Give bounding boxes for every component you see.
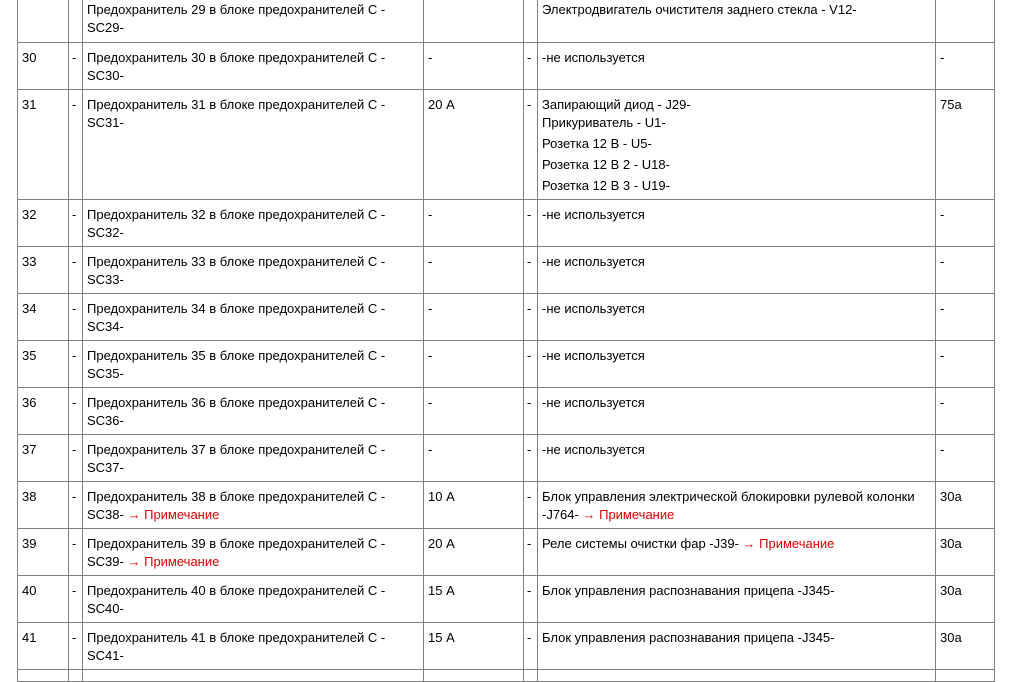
fuse-description-line: Предохранитель 38 в блоке предохранителей С - [87,489,386,504]
function-line: -не используется [542,348,645,363]
function-cell [538,482,936,529]
fuse-number-cell [18,529,69,576]
separator-cell [69,200,83,247]
separator-cell [524,341,538,388]
fuse-number-cell [18,482,69,529]
separator-dash: - [527,489,532,504]
fuse-description-line: Предохранитель 36 в блоке предохранителей С - [87,395,386,410]
separator-cell [524,482,538,529]
terminal-cell [936,435,995,482]
fuse-description-line: Предохранитель 33 в блоке предохранителей С - [87,254,386,269]
separator-dash: - [527,207,532,222]
terminal-cell [936,43,995,90]
amperage-cell [424,341,524,388]
fuse-number: 34 [22,301,37,316]
amperage: 10 А [428,489,455,504]
fuse-number: 32 [22,207,37,222]
separator-dash: - [527,442,532,457]
separator-dash: - [527,536,532,551]
fuse-number: 40 [22,583,37,598]
fuse-number: 39 [22,536,37,551]
separator-dash: - [527,254,532,269]
separator-cell [69,576,83,623]
amperage-cell [424,90,524,200]
terminal: - [940,50,945,65]
function-line: -не используется [542,301,645,316]
function-text: Реле системы очистки фар -J39- [542,536,739,551]
fuse-description-line: SC30- [87,68,124,83]
fuse-description-line: SC29- [87,20,124,35]
fuse-description-cell [83,200,424,247]
terminal-cell [936,482,995,529]
fuse-description-line: Предохранитель 35 в блоке предохранителей С - [87,348,386,363]
separator-dash: - [72,50,77,65]
separator-cell [69,341,83,388]
terminal-cell [936,529,995,576]
terminal-cell [936,576,995,623]
function-line: Запирающий диод - J29- [542,97,691,112]
fuse-number-cell [18,0,69,43]
fuse-code: SC38- [87,507,124,522]
fuse-description-line: SC34- [87,319,124,334]
fuse-description-line: SC32- [87,225,124,240]
function-cell [538,90,936,200]
function-line: Розетка 12 В 3 - U19- [542,178,670,193]
amperage-cell [424,294,524,341]
separator-dash: - [72,207,77,222]
separator-dash: - [72,583,77,598]
fuse-description-line: SC37- [87,460,124,475]
table-row [18,341,995,388]
amperage: 15 А [428,630,455,645]
amperage: 15 А [428,583,455,598]
table-row [18,0,995,43]
amperage-cell [424,482,524,529]
separator-dash: - [527,50,532,65]
fuse-code: SC39- [87,554,124,569]
function-line: -не используется [542,395,645,410]
function-line: Электродвигатель очистителя заднего стекла - V12- [542,2,857,17]
table-row [18,623,995,670]
fuse-number: 36 [22,395,37,410]
terminal: - [940,254,945,269]
fuse-description-line: SC40- [87,601,124,616]
separator-cell [524,247,538,294]
note-link[interactable]: → Примечание [127,507,220,522]
fuse-number-cell [18,623,69,670]
separator-cell [524,388,538,435]
fuse-description-line: SC31- [87,115,124,130]
separator-cell [69,670,83,682]
fuse-description-cell [83,482,424,529]
fuse-description-line: SC35- [87,366,124,381]
table-row [18,388,995,435]
fuse-description-line: SC36- [87,413,124,428]
terminal: 30a [940,630,962,645]
terminal: - [940,442,945,457]
fuse-description-line: Предохранитель 31 в блоке предохранителей С - [87,97,386,112]
function-cell [538,294,936,341]
amperage: - [428,301,433,316]
separator-cell [524,200,538,247]
fuse-number: 38 [22,489,37,504]
separator-cell [69,623,83,670]
fuse-number: 37 [22,442,37,457]
separator-dash: - [527,301,532,316]
terminal: - [940,301,945,316]
terminal-cell [936,0,995,43]
separator-cell [524,0,538,43]
fuse-description-line: Предохранитель 29 в блоке предохранителей С - [87,2,386,17]
separator-dash: - [72,395,77,410]
fuse-description-line: SC33- [87,272,124,287]
table-row [18,90,995,200]
fuse-number-cell [18,341,69,388]
amperage: - [428,207,433,222]
function-line: -не используется [542,254,645,269]
fuse-number: 41 [22,630,37,645]
fuse-description-cell [83,43,424,90]
fuse-description-cell [83,0,424,43]
separator-cell [69,529,83,576]
table-row [18,200,995,247]
fuse-number: 30 [22,50,37,65]
amperage-cell [424,576,524,623]
function-cell [538,200,936,247]
fuse-description-cell [83,435,424,482]
separator-cell [69,482,83,529]
function-cell [538,247,936,294]
separator-cell [524,623,538,670]
separator-cell [69,0,83,43]
separator-dash: - [72,254,77,269]
fuse-description-line: Предохранитель 41 в блоке предохранителей С - [87,630,386,645]
fuse-description-cell [83,341,424,388]
table-row [18,576,995,623]
note-link[interactable]: → Примечание [742,536,835,551]
terminal-cell [936,247,995,294]
separator-dash: - [527,395,532,410]
terminal-cell [936,670,995,682]
separator-cell [524,576,538,623]
separator-cell [69,388,83,435]
function-line [542,535,931,553]
table-row [18,435,995,482]
fuse-number-cell [18,200,69,247]
function-line: Розетка 12 В 2 - U18- [542,157,670,172]
fuse-number-cell [18,90,69,200]
fuse-description-line: Предохранитель 34 в блоке предохранителей С - [87,301,386,316]
separator-cell [69,435,83,482]
fuse-number: 33 [22,254,37,269]
fuse-number-cell [18,670,69,682]
function-cell [538,0,936,43]
terminal: - [940,395,945,410]
fuse-description-line: SC41- [87,648,124,663]
fuse-description-cell [83,388,424,435]
amperage-cell [424,200,524,247]
separator-dash: - [72,442,77,457]
function-line: Блок управления распознавания прицепа -J345- [542,583,835,598]
terminal-cell [936,294,995,341]
fuse-number-cell [18,43,69,90]
terminal-cell [936,200,995,247]
fuse-description-line: Предохранитель 32 в блоке предохранителей С - [87,207,386,222]
fuse-number-cell [18,388,69,435]
function-line: Блок управления электрической блокировки рулевой колонки [542,489,915,504]
table-row [18,529,995,576]
fuse-description-cell [83,247,424,294]
function-cell [538,670,936,682]
separator-dash: - [72,97,77,112]
separator-cell [524,670,538,682]
terminal: 30a [940,583,962,598]
fuse-description-cell [83,90,424,200]
amperage-cell [424,0,524,43]
function-cell [538,576,936,623]
separator-dash: - [527,97,532,112]
function-line [542,506,931,524]
separator-dash: - [72,301,77,316]
fuse-description-cell [83,670,424,682]
separator-dash: - [72,630,77,645]
table-row [18,670,995,682]
separator-cell [524,294,538,341]
amperage-cell [424,670,524,682]
function-line: Прикуриватель - U1- [542,115,666,130]
function-cell [538,435,936,482]
terminal: 30a [940,489,962,504]
fuse-number-cell [18,294,69,341]
function-line: -не используется [542,207,645,222]
fuse-description-line: Предохранитель 39 в блоке предохранителей С - [87,536,386,551]
terminal: 75a [940,97,962,112]
table-row [18,247,995,294]
terminal-cell [936,623,995,670]
amperage-cell [424,435,524,482]
separator-cell [524,435,538,482]
separator-cell [524,529,538,576]
fuse-description-line [87,553,419,571]
terminal: - [940,207,945,222]
fuse-description-line: Предохранитель 37 в блоке предохранителей С - [87,442,386,457]
amperage-cell [424,623,524,670]
separator-cell [69,43,83,90]
fuse-description-line: Предохранитель 30 в блоке предохранителей С - [87,50,386,65]
fuse-description-line: Предохранитель 40 в блоке предохранителей С - [87,583,386,598]
terminal-cell [936,341,995,388]
amperage: - [428,442,433,457]
fuse-description-cell [83,294,424,341]
fuse-number: 31 [22,97,37,112]
terminal: - [940,348,945,363]
amperage: - [428,348,433,363]
table-row [18,294,995,341]
amperage: 20 А [428,536,455,551]
fuse-number-cell [18,247,69,294]
fuse-table-body [18,0,995,682]
note-link[interactable]: → Примечание [582,507,675,522]
function-cell [538,341,936,388]
function-cell [538,529,936,576]
fuse-number: 35 [22,348,37,363]
separator-dash: - [527,630,532,645]
separator-cell [69,90,83,200]
fuse-number-cell [18,576,69,623]
separator-cell [524,43,538,90]
function-text: -J764- [542,507,579,522]
fuse-number-cell [18,435,69,482]
separator-cell [69,294,83,341]
amperage-cell [424,247,524,294]
table-row [18,43,995,90]
function-line: -не используется [542,442,645,457]
amperage: 20 А [428,97,455,112]
function-line: Розетка 12 В - U5- [542,136,652,151]
amperage-cell [424,529,524,576]
table-row [18,482,995,529]
amperage: - [428,395,433,410]
separator-dash: - [72,536,77,551]
fuse-description-cell [83,623,424,670]
separator-dash: - [72,348,77,363]
amperage-cell [424,43,524,90]
terminal: 30a [940,536,962,551]
fuse-table [17,0,995,682]
amperage: - [428,254,433,269]
fuse-description-cell [83,529,424,576]
terminal-cell [936,388,995,435]
fuse-description-line [87,506,419,524]
separator-dash: - [527,348,532,363]
amperage: - [428,50,433,65]
amperage-cell [424,388,524,435]
fuse-description-cell [83,576,424,623]
function-line: Блок управления распознавания прицепа -J345- [542,630,835,645]
separator-dash: - [527,583,532,598]
note-link[interactable]: → Примечание [127,554,220,569]
separator-cell [524,90,538,200]
terminal-cell [936,90,995,200]
function-cell [538,623,936,670]
function-line: -не используется [542,50,645,65]
function-cell [538,43,936,90]
function-cell [538,388,936,435]
separator-dash: - [72,489,77,504]
separator-cell [69,247,83,294]
